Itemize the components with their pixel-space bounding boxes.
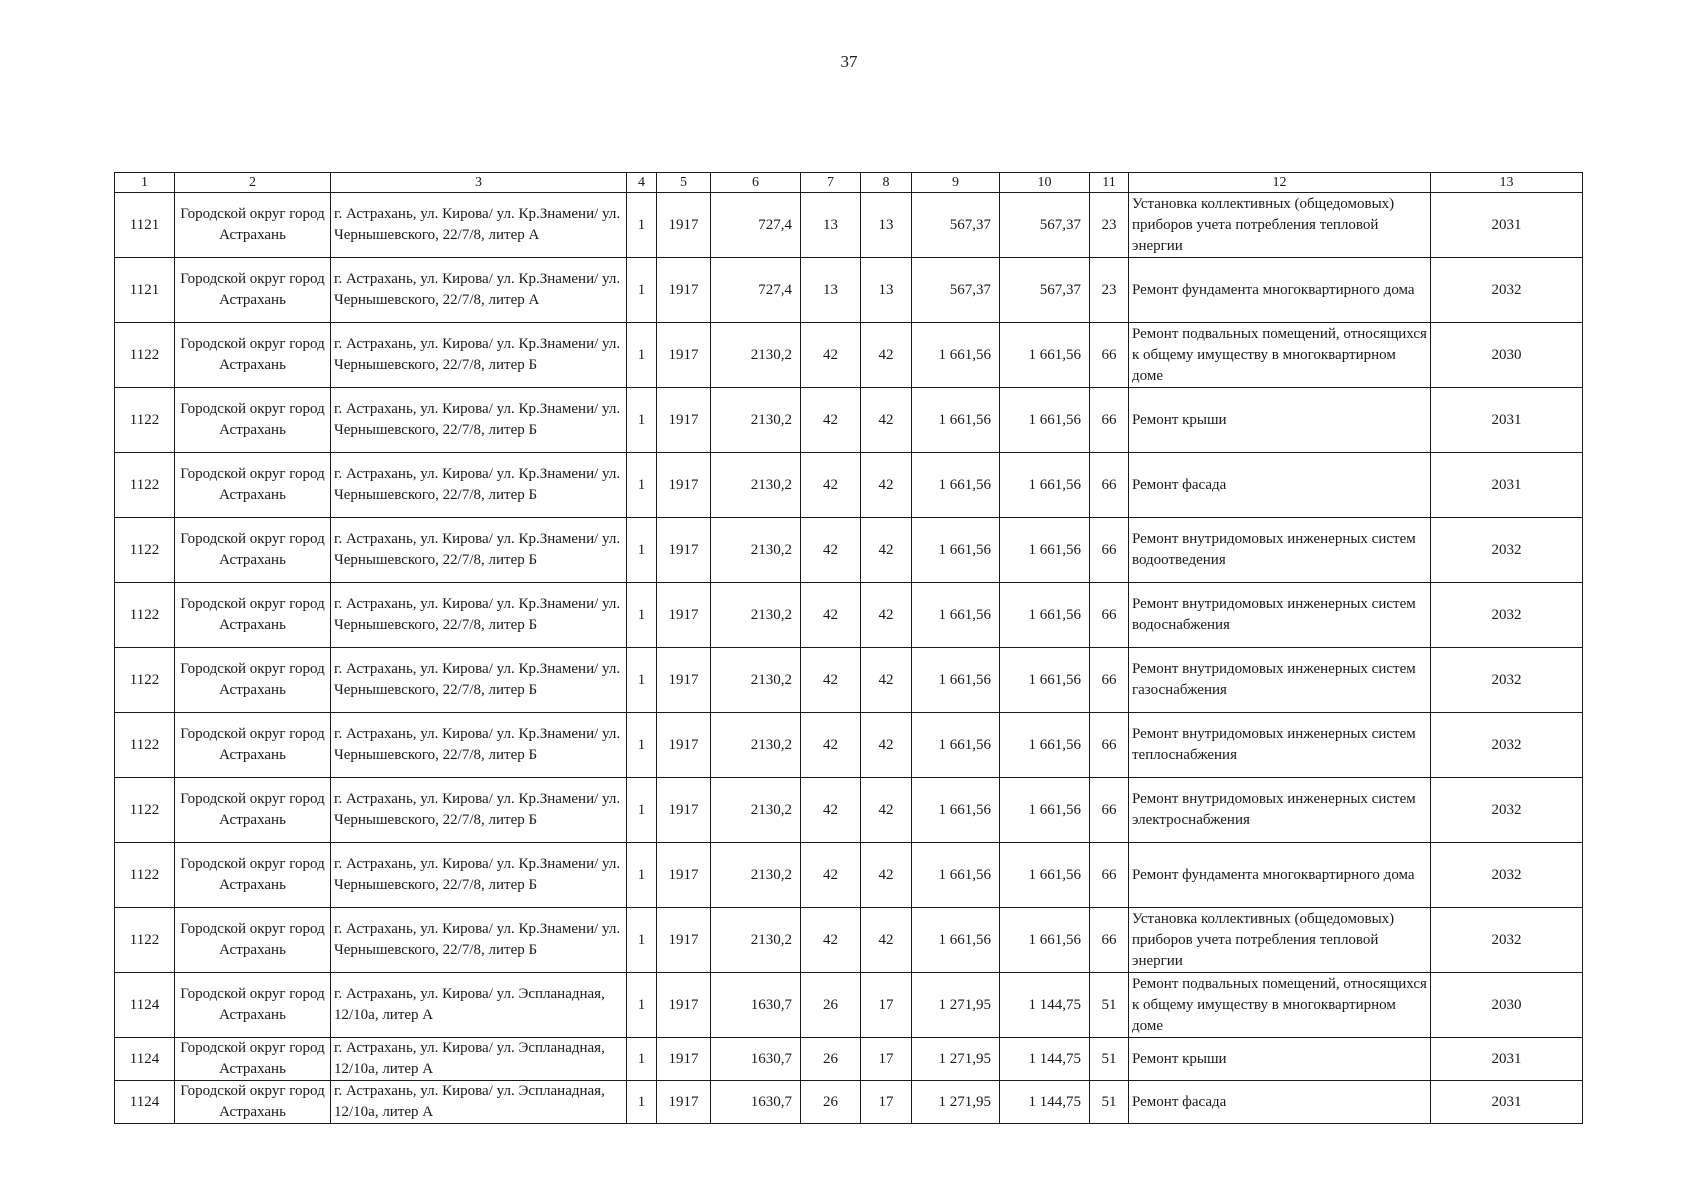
table-row bbox=[115, 453, 1583, 518]
column-7-cell: 42 bbox=[801, 778, 861, 843]
column-8-cell: 42 bbox=[861, 388, 912, 453]
work-type-cell: Ремонт фундамента многоквартирного дома bbox=[1129, 258, 1431, 323]
address-cell: г. Астрахань, ул. Кирова/ ул. Кр.Знамени/ ул. Чернышевского, 22/7/8, литер Б bbox=[331, 908, 627, 973]
column-7-cell: 26 bbox=[801, 1081, 861, 1124]
year-built-cell: 1917 bbox=[657, 583, 711, 648]
column-11-cell: 66 bbox=[1090, 648, 1129, 713]
total-area-cell: 1630,7 bbox=[711, 973, 801, 1038]
municipality-cell: Городской округ город Астрахань bbox=[175, 713, 331, 778]
year-built-cell: 1917 bbox=[657, 908, 711, 973]
table-row bbox=[115, 908, 1583, 973]
municipality-cell: Городской округ город Астрахань bbox=[175, 778, 331, 843]
total-area-cell: 2130,2 bbox=[711, 908, 801, 973]
column-8-cell: 42 bbox=[861, 323, 912, 388]
planned-year-cell: 2032 bbox=[1431, 778, 1583, 843]
work-type-cell: Установка коллективных (общедомовых) приборов учета потребления тепловой энергии bbox=[1129, 193, 1431, 258]
column-header: 8 bbox=[861, 173, 912, 193]
total-area-cell: 2130,2 bbox=[711, 648, 801, 713]
header-row bbox=[115, 173, 1583, 193]
column-11-cell: 66 bbox=[1090, 908, 1129, 973]
work-type-cell: Ремонт внутридомовых инженерных систем электроснабжения bbox=[1129, 778, 1431, 843]
house-id-cell: 1122 bbox=[115, 453, 175, 518]
capital-repair-table bbox=[114, 172, 1583, 1124]
table-row bbox=[115, 518, 1583, 583]
column-7-cell: 42 bbox=[801, 843, 861, 908]
column-9-cell: 1 271,95 bbox=[912, 973, 1000, 1038]
column-8-cell: 13 bbox=[861, 193, 912, 258]
column-8-cell: 42 bbox=[861, 648, 912, 713]
column-7-cell: 13 bbox=[801, 193, 861, 258]
total-area-cell: 2130,2 bbox=[711, 453, 801, 518]
column-9-cell: 1 661,56 bbox=[912, 908, 1000, 973]
column-4-cell: 1 bbox=[627, 518, 657, 583]
table-row bbox=[115, 648, 1583, 713]
column-11-cell: 66 bbox=[1090, 778, 1129, 843]
year-built-cell: 1917 bbox=[657, 973, 711, 1038]
column-4-cell: 1 bbox=[627, 973, 657, 1038]
column-10-cell: 1 661,56 bbox=[1000, 323, 1090, 388]
year-built-cell: 1917 bbox=[657, 1038, 711, 1081]
column-9-cell: 1 271,95 bbox=[912, 1038, 1000, 1081]
year-built-cell: 1917 bbox=[657, 843, 711, 908]
year-built-cell: 1917 bbox=[657, 323, 711, 388]
house-id-cell: 1122 bbox=[115, 583, 175, 648]
column-7-cell: 13 bbox=[801, 258, 861, 323]
house-id-cell: 1122 bbox=[115, 908, 175, 973]
column-10-cell: 1 661,56 bbox=[1000, 518, 1090, 583]
column-4-cell: 1 bbox=[627, 1081, 657, 1124]
address-cell: г. Астрахань, ул. Кирова/ ул. Кр.Знамени/ ул. Чернышевского, 22/7/8, литер А bbox=[331, 258, 627, 323]
column-4-cell: 1 bbox=[627, 453, 657, 518]
column-7-cell: 42 bbox=[801, 388, 861, 453]
table-row bbox=[115, 323, 1583, 388]
municipality-cell: Городской округ город Астрахань bbox=[175, 388, 331, 453]
address-cell: г. Астрахань, ул. Кирова/ ул. Кр.Знамени/ ул. Чернышевского, 22/7/8, литер Б bbox=[331, 323, 627, 388]
house-id-cell: 1122 bbox=[115, 778, 175, 843]
table-row bbox=[115, 713, 1583, 778]
year-built-cell: 1917 bbox=[657, 648, 711, 713]
address-cell: г. Астрахань, ул. Кирова/ ул. Кр.Знамени/ ул. Чернышевского, 22/7/8, литер Б bbox=[331, 388, 627, 453]
column-7-cell: 26 bbox=[801, 973, 861, 1038]
column-4-cell: 1 bbox=[627, 778, 657, 843]
column-10-cell: 1 661,56 bbox=[1000, 908, 1090, 973]
column-header: 2 bbox=[175, 173, 331, 193]
house-id-cell: 1124 bbox=[115, 973, 175, 1038]
column-9-cell: 1 661,56 bbox=[912, 843, 1000, 908]
address-cell: г. Астрахань, ул. Кирова/ ул. Кр.Знамени/ ул. Чернышевского, 22/7/8, литер Б bbox=[331, 583, 627, 648]
column-header: 11 bbox=[1090, 173, 1129, 193]
table-row bbox=[115, 1081, 1583, 1124]
total-area-cell: 2130,2 bbox=[711, 843, 801, 908]
column-header: 12 bbox=[1129, 173, 1431, 193]
total-area-cell: 2130,2 bbox=[711, 388, 801, 453]
year-built-cell: 1917 bbox=[657, 778, 711, 843]
column-11-cell: 23 bbox=[1090, 258, 1129, 323]
planned-year-cell: 2030 bbox=[1431, 323, 1583, 388]
total-area-cell: 2130,2 bbox=[711, 713, 801, 778]
total-area-cell: 2130,2 bbox=[711, 583, 801, 648]
work-type-cell: Ремонт внутридомовых инженерных систем водоотведения bbox=[1129, 518, 1431, 583]
column-8-cell: 42 bbox=[861, 518, 912, 583]
work-type-cell: Ремонт внутридомовых инженерных систем теплоснабжения bbox=[1129, 713, 1431, 778]
planned-year-cell: 2032 bbox=[1431, 648, 1583, 713]
column-11-cell: 51 bbox=[1090, 973, 1129, 1038]
year-built-cell: 1917 bbox=[657, 1081, 711, 1124]
municipality-cell: Городской округ город Астрахань bbox=[175, 908, 331, 973]
column-11-cell: 66 bbox=[1090, 713, 1129, 778]
total-area-cell: 2130,2 bbox=[711, 518, 801, 583]
column-8-cell: 17 bbox=[861, 1038, 912, 1081]
house-id-cell: 1122 bbox=[115, 518, 175, 583]
column-10-cell: 1 144,75 bbox=[1000, 973, 1090, 1038]
column-11-cell: 66 bbox=[1090, 583, 1129, 648]
planned-year-cell: 2030 bbox=[1431, 973, 1583, 1038]
work-type-cell: Ремонт подвальных помещений, относящихся к общему имуществу в многоквартирном доме bbox=[1129, 323, 1431, 388]
work-type-cell: Ремонт подвальных помещений, относящихся к общему имуществу в многоквартирном доме bbox=[1129, 973, 1431, 1038]
column-9-cell: 1 661,56 bbox=[912, 583, 1000, 648]
column-4-cell: 1 bbox=[627, 193, 657, 258]
column-8-cell: 42 bbox=[861, 453, 912, 518]
address-cell: г. Астрахань, ул. Кирова/ ул. Кр.Знамени/ ул. Чернышевского, 22/7/8, литер Б bbox=[331, 778, 627, 843]
work-type-cell: Ремонт фасада bbox=[1129, 453, 1431, 518]
column-10-cell: 1 661,56 bbox=[1000, 648, 1090, 713]
year-built-cell: 1917 bbox=[657, 258, 711, 323]
column-8-cell: 17 bbox=[861, 973, 912, 1038]
column-4-cell: 1 bbox=[627, 583, 657, 648]
work-type-cell: Ремонт внутридомовых инженерных систем водоснабжения bbox=[1129, 583, 1431, 648]
address-cell: г. Астрахань, ул. Кирова/ ул. Эспланадная, 12/10а, литер А bbox=[331, 1038, 627, 1081]
address-cell: г. Астрахань, ул. Кирова/ ул. Кр.Знамени/ ул. Чернышевского, 22/7/8, литер Б bbox=[331, 453, 627, 518]
house-id-cell: 1122 bbox=[115, 388, 175, 453]
municipality-cell: Городской округ город Астрахань bbox=[175, 258, 331, 323]
address-cell: г. Астрахань, ул. Кирова/ ул. Кр.Знамени/ ул. Чернышевского, 22/7/8, литер А bbox=[331, 193, 627, 258]
column-8-cell: 42 bbox=[861, 713, 912, 778]
column-4-cell: 1 bbox=[627, 843, 657, 908]
column-4-cell: 1 bbox=[627, 908, 657, 973]
column-10-cell: 1 661,56 bbox=[1000, 388, 1090, 453]
planned-year-cell: 2031 bbox=[1431, 453, 1583, 518]
municipality-cell: Городской округ город Астрахань bbox=[175, 453, 331, 518]
work-type-cell: Установка коллективных (общедомовых) приборов учета потребления тепловой энергии bbox=[1129, 908, 1431, 973]
planned-year-cell: 2032 bbox=[1431, 258, 1583, 323]
total-area-cell: 2130,2 bbox=[711, 778, 801, 843]
column-4-cell: 1 bbox=[627, 258, 657, 323]
column-9-cell: 567,37 bbox=[912, 258, 1000, 323]
column-header: 13 bbox=[1431, 173, 1583, 193]
column-9-cell: 1 661,56 bbox=[912, 518, 1000, 583]
column-9-cell: 1 661,56 bbox=[912, 648, 1000, 713]
total-area-cell: 1630,7 bbox=[711, 1081, 801, 1124]
column-11-cell: 66 bbox=[1090, 388, 1129, 453]
table-row bbox=[115, 1038, 1583, 1081]
column-header: 7 bbox=[801, 173, 861, 193]
municipality-cell: Городской округ город Астрахань bbox=[175, 973, 331, 1038]
municipality-cell: Городской округ город Астрахань bbox=[175, 323, 331, 388]
column-8-cell: 42 bbox=[861, 908, 912, 973]
work-type-cell: Ремонт крыши bbox=[1129, 1038, 1431, 1081]
column-10-cell: 1 661,56 bbox=[1000, 713, 1090, 778]
column-header: 9 bbox=[912, 173, 1000, 193]
column-7-cell: 42 bbox=[801, 453, 861, 518]
page-number: 37 bbox=[840, 52, 858, 71]
column-8-cell: 13 bbox=[861, 258, 912, 323]
address-cell: г. Астрахань, ул. Кирова/ ул. Кр.Знамени/ ул. Чернышевского, 22/7/8, литер Б bbox=[331, 648, 627, 713]
house-id-cell: 1124 bbox=[115, 1081, 175, 1124]
column-7-cell: 42 bbox=[801, 323, 861, 388]
table-row bbox=[115, 843, 1583, 908]
column-11-cell: 66 bbox=[1090, 518, 1129, 583]
year-built-cell: 1917 bbox=[657, 518, 711, 583]
column-4-cell: 1 bbox=[627, 713, 657, 778]
year-built-cell: 1917 bbox=[657, 453, 711, 518]
column-7-cell: 42 bbox=[801, 583, 861, 648]
table-row bbox=[115, 778, 1583, 843]
municipality-cell: Городской округ город Астрахань bbox=[175, 648, 331, 713]
address-cell: г. Астрахань, ул. Кирова/ ул. Кр.Знамени/ ул. Чернышевского, 22/7/8, литер Б bbox=[331, 518, 627, 583]
planned-year-cell: 2031 bbox=[1431, 388, 1583, 453]
work-type-cell: Ремонт крыши bbox=[1129, 388, 1431, 453]
table-row bbox=[115, 193, 1583, 258]
column-4-cell: 1 bbox=[627, 388, 657, 453]
column-9-cell: 1 661,56 bbox=[912, 323, 1000, 388]
address-cell: г. Астрахань, ул. Кирова/ ул. Кр.Знамени/ ул. Чернышевского, 22/7/8, литер Б bbox=[331, 843, 627, 908]
column-7-cell: 26 bbox=[801, 1038, 861, 1081]
column-header: 6 bbox=[711, 173, 801, 193]
table-row bbox=[115, 388, 1583, 453]
year-built-cell: 1917 bbox=[657, 388, 711, 453]
municipality-cell: Городской округ город Астрахань bbox=[175, 1038, 331, 1081]
column-header: 5 bbox=[657, 173, 711, 193]
column-10-cell: 1 661,56 bbox=[1000, 453, 1090, 518]
year-built-cell: 1917 bbox=[657, 193, 711, 258]
table-row bbox=[115, 973, 1583, 1038]
column-11-cell: 66 bbox=[1090, 843, 1129, 908]
municipality-cell: Городской округ город Астрахань bbox=[175, 843, 331, 908]
house-id-cell: 1122 bbox=[115, 713, 175, 778]
column-9-cell: 1 661,56 bbox=[912, 453, 1000, 518]
column-8-cell: 42 bbox=[861, 843, 912, 908]
column-8-cell: 42 bbox=[861, 778, 912, 843]
total-area-cell: 727,4 bbox=[711, 193, 801, 258]
house-id-cell: 1121 bbox=[115, 258, 175, 323]
column-9-cell: 1 661,56 bbox=[912, 778, 1000, 843]
planned-year-cell: 2031 bbox=[1431, 1038, 1583, 1081]
column-10-cell: 567,37 bbox=[1000, 193, 1090, 258]
column-11-cell: 66 bbox=[1090, 453, 1129, 518]
total-area-cell: 1630,7 bbox=[711, 1038, 801, 1081]
table-row bbox=[115, 258, 1583, 323]
address-cell: г. Астрахань, ул. Кирова/ ул. Эспланадная, 12/10а, литер А bbox=[331, 973, 627, 1038]
column-8-cell: 42 bbox=[861, 583, 912, 648]
column-10-cell: 1 144,75 bbox=[1000, 1081, 1090, 1124]
column-header: 1 bbox=[115, 173, 175, 193]
planned-year-cell: 2032 bbox=[1431, 843, 1583, 908]
column-header: 3 bbox=[331, 173, 627, 193]
planned-year-cell: 2031 bbox=[1431, 193, 1583, 258]
house-id-cell: 1121 bbox=[115, 193, 175, 258]
column-8-cell: 17 bbox=[861, 1081, 912, 1124]
column-10-cell: 1 661,56 bbox=[1000, 843, 1090, 908]
planned-year-cell: 2032 bbox=[1431, 583, 1583, 648]
column-10-cell: 1 661,56 bbox=[1000, 778, 1090, 843]
column-header: 10 bbox=[1000, 173, 1090, 193]
column-9-cell: 567,37 bbox=[912, 193, 1000, 258]
house-id-cell: 1122 bbox=[115, 843, 175, 908]
municipality-cell: Городской округ город Астрахань bbox=[175, 518, 331, 583]
house-id-cell: 1124 bbox=[115, 1038, 175, 1081]
house-id-cell: 1122 bbox=[115, 323, 175, 388]
total-area-cell: 2130,2 bbox=[711, 323, 801, 388]
work-type-cell: Ремонт фасада bbox=[1129, 1081, 1431, 1124]
column-4-cell: 1 bbox=[627, 323, 657, 388]
address-cell: г. Астрахань, ул. Кирова/ ул. Кр.Знамени/ ул. Чернышевского, 22/7/8, литер Б bbox=[331, 713, 627, 778]
address-cell: г. Астрахань, ул. Кирова/ ул. Эспланадная, 12/10а, литер А bbox=[331, 1081, 627, 1124]
house-id-cell: 1122 bbox=[115, 648, 175, 713]
column-7-cell: 42 bbox=[801, 713, 861, 778]
column-11-cell: 66 bbox=[1090, 323, 1129, 388]
column-7-cell: 42 bbox=[801, 518, 861, 583]
planned-year-cell: 2032 bbox=[1431, 908, 1583, 973]
column-11-cell: 51 bbox=[1090, 1038, 1129, 1081]
column-11-cell: 23 bbox=[1090, 193, 1129, 258]
total-area-cell: 727,4 bbox=[711, 258, 801, 323]
column-9-cell: 1 661,56 bbox=[912, 388, 1000, 453]
planned-year-cell: 2031 bbox=[1431, 1081, 1583, 1124]
planned-year-cell: 2032 bbox=[1431, 518, 1583, 583]
work-type-cell: Ремонт фундамента многоквартирного дома bbox=[1129, 843, 1431, 908]
municipality-cell: Городской округ город Астрахань bbox=[175, 583, 331, 648]
municipality-cell: Городской округ город Астрахань bbox=[175, 193, 331, 258]
work-type-cell: Ремонт внутридомовых инженерных систем газоснабжения bbox=[1129, 648, 1431, 713]
column-4-cell: 1 bbox=[627, 1038, 657, 1081]
planned-year-cell: 2032 bbox=[1431, 713, 1583, 778]
column-header: 4 bbox=[627, 173, 657, 193]
year-built-cell: 1917 bbox=[657, 713, 711, 778]
table-body bbox=[115, 193, 1583, 1124]
column-7-cell: 42 bbox=[801, 908, 861, 973]
column-4-cell: 1 bbox=[627, 648, 657, 713]
municipality-cell: Городской округ город Астрахань bbox=[175, 1081, 331, 1124]
table-row bbox=[115, 583, 1583, 648]
column-9-cell: 1 271,95 bbox=[912, 1081, 1000, 1124]
column-11-cell: 51 bbox=[1090, 1081, 1129, 1124]
column-7-cell: 42 bbox=[801, 648, 861, 713]
column-10-cell: 567,37 bbox=[1000, 258, 1090, 323]
column-9-cell: 1 661,56 bbox=[912, 713, 1000, 778]
column-10-cell: 1 144,75 bbox=[1000, 1038, 1090, 1081]
column-10-cell: 1 661,56 bbox=[1000, 583, 1090, 648]
